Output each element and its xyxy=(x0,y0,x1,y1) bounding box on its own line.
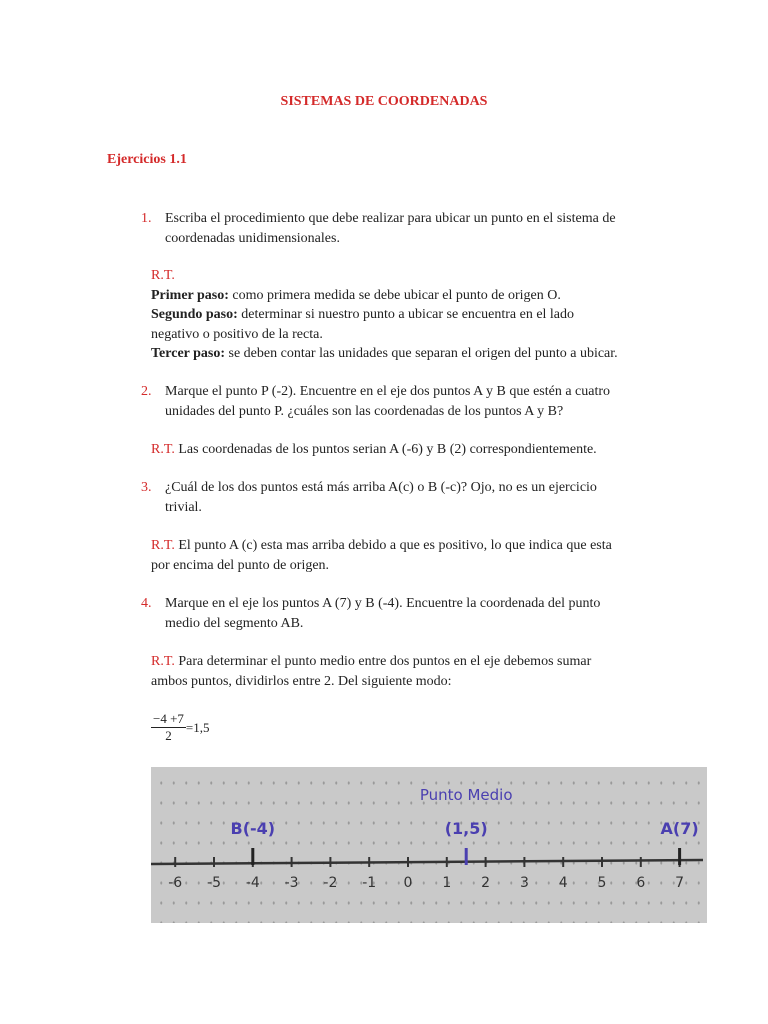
question-number: 1. xyxy=(141,211,152,226)
question-number: 4. xyxy=(141,596,152,611)
question-text: ¿Cuál de los dos puntos está más arriba A(c) o B (-c)? Ojo, no es un ejercicio xyxy=(165,480,597,495)
question-4 xyxy=(141,594,600,633)
answer-1 xyxy=(151,266,618,364)
answer-4 xyxy=(151,652,591,691)
tick-label: 7 xyxy=(675,875,685,891)
page-title: SISTEMAS DE COORDENADAS xyxy=(280,94,488,109)
question-number: 3. xyxy=(141,480,152,495)
answer-3 xyxy=(151,536,612,575)
question-text: unidades del punto P. ¿cuáles son las coordenadas de los puntos A y B? xyxy=(165,403,564,419)
question-text: Marque el punto P (-2). Encuentre en el eje dos puntos A y B que estén a cuatro xyxy=(165,384,611,399)
axis-line xyxy=(151,860,703,864)
answer-2 xyxy=(151,440,597,460)
question-1 xyxy=(141,209,616,248)
tick-label: -3 xyxy=(284,875,299,891)
answer-text: El punto A (c) esta mas arriba debido a que es positivo, lo que indica que esta xyxy=(174,538,612,553)
tick-label: 2 xyxy=(481,875,491,891)
rt-label: R.T. xyxy=(151,538,175,553)
number-line-photo xyxy=(151,767,707,923)
rt-label: R.T. xyxy=(151,442,175,457)
point-label: (1,5) xyxy=(444,819,488,838)
tick-label: -2 xyxy=(323,875,338,891)
point-label: B(-4) xyxy=(230,819,276,838)
denominator: 2 xyxy=(165,728,172,743)
step-text: como primera medida se debe ubicar el punto de origen O. xyxy=(228,287,561,303)
tick-label: -5 xyxy=(207,875,221,891)
question-3 xyxy=(141,478,597,517)
tick-label: 5 xyxy=(597,875,607,891)
question-text: medio del segmento AB. xyxy=(165,615,304,631)
rt-label: R.T. xyxy=(151,654,175,669)
tick-label: 0 xyxy=(403,875,413,891)
answer-text: por encima del punto de origen. xyxy=(151,557,330,573)
tick-label: -1 xyxy=(362,875,377,891)
section-heading: Ejercicios 1.1 xyxy=(107,152,187,167)
tick-label: 1 xyxy=(442,875,452,891)
tick-label: 3 xyxy=(519,875,529,891)
point-label: A(7) xyxy=(660,819,699,838)
step-label: Tercer paso: xyxy=(151,346,226,361)
number-line xyxy=(151,767,707,923)
question-text: Escriba el procedimiento que debe realizar para ubicar un punto en el sistema de xyxy=(165,211,616,226)
numerator: −4 +7 xyxy=(153,711,184,726)
step-text: se deben contar las unidades que separan el origen del punto a ubicar. xyxy=(225,346,618,361)
tick-label: 4 xyxy=(558,875,568,891)
question-text: trivial. xyxy=(165,499,202,515)
step-label: Segundo paso: xyxy=(151,307,238,322)
answer-text: Para determinar el punto medio entre dos puntos en el eje debemos sumar xyxy=(174,654,592,669)
step-label: Primer paso: xyxy=(151,287,229,303)
question-text: coordenadas unidimensionales. xyxy=(165,230,340,246)
question-text: Marque en el eje los puntos A (7) y B (-4). Encuentre la coordenada del punto xyxy=(165,596,601,611)
tick-label: -6 xyxy=(168,875,183,891)
tick-label: 6 xyxy=(636,875,646,891)
midpoint-formula xyxy=(151,711,210,744)
step-text: negativo o positivo de la recta. xyxy=(151,326,323,342)
step-text: determinar si nuestro punto a ubicar se encuentra en el lado xyxy=(237,307,575,322)
heading-label: Punto Medio xyxy=(419,786,513,804)
answer-text: ambos puntos, dividirlos entre 2. Del siguiente modo: xyxy=(151,673,452,689)
tick-label: -4 xyxy=(245,875,260,891)
answer-text: Las coordenadas de los puntos serian A (-6) y B (2) correspondientemente. xyxy=(174,442,597,457)
question-number: 2. xyxy=(141,384,152,399)
question-2 xyxy=(141,382,610,421)
result: =1,5 xyxy=(185,719,210,735)
rt-label: R.T. xyxy=(151,268,175,283)
